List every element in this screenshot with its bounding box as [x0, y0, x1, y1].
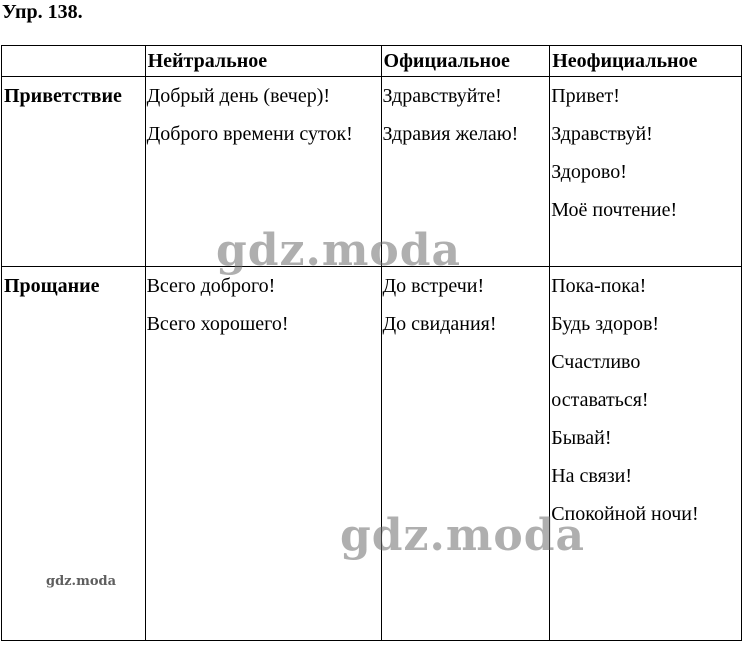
phrase-item: Доброго времени суток! — [146, 123, 353, 145]
phrase-item: Бывай! — [551, 427, 612, 449]
cell-farewell-informal — [550, 267, 742, 641]
phrase-item: Добрый день (вечер)! — [146, 85, 331, 107]
header-informal: Неофициальное — [550, 46, 742, 77]
phrase-item: Здравия желаю! — [382, 123, 519, 145]
phrase-item: Всего доброго! — [146, 275, 276, 297]
row-label-farewell — [2, 267, 146, 641]
phrase-item: Моё почтение! — [551, 199, 678, 221]
header-empty-cell — [2, 46, 146, 77]
phrase-item: Пока-пока! — [551, 275, 647, 297]
phrase-item: Счастливо — [551, 351, 641, 373]
cell-greeting-informal — [550, 77, 742, 267]
phrase-item: Привет! — [551, 85, 620, 107]
phrase-item: Всего хорошего! — [146, 313, 289, 335]
table-header-row — [2, 46, 742, 77]
phrase-item: До встречи! — [382, 275, 485, 297]
phrase-item: Будь здоров! — [551, 313, 660, 335]
phrase-table — [1, 45, 742, 641]
table-row-greeting — [2, 77, 742, 267]
cell-farewell-official — [381, 267, 550, 641]
header-official: Официальное — [381, 46, 550, 77]
phrase-item: Здравствуй! — [551, 123, 653, 145]
phrase-item: Здорово! — [551, 161, 627, 183]
row-label-text: Приветствие — [4, 85, 122, 107]
exercise-title: Упр. 138. — [2, 1, 83, 23]
header-neutral: Нейтральное — [145, 46, 381, 77]
phrase-item: На связи! — [551, 465, 633, 487]
phrase-item: Здравствуйте! — [382, 85, 502, 107]
phrase-item: До свидания! — [382, 313, 497, 335]
phrase-item: Спокойной ночи! — [551, 503, 699, 525]
watermark: gdz.moda — [216, 225, 462, 276]
row-label-text: Прощание — [4, 275, 100, 297]
row-label-greeting — [2, 77, 146, 267]
watermark-small: gdz.moda — [46, 574, 117, 589]
cell-greeting-neutral — [145, 77, 381, 267]
cell-greeting-official — [381, 77, 550, 267]
watermark: gdz.moda — [340, 510, 586, 561]
table-row-farewell — [2, 267, 742, 641]
phrase-item: оставаться! — [551, 389, 649, 411]
cell-farewell-neutral — [145, 267, 381, 641]
